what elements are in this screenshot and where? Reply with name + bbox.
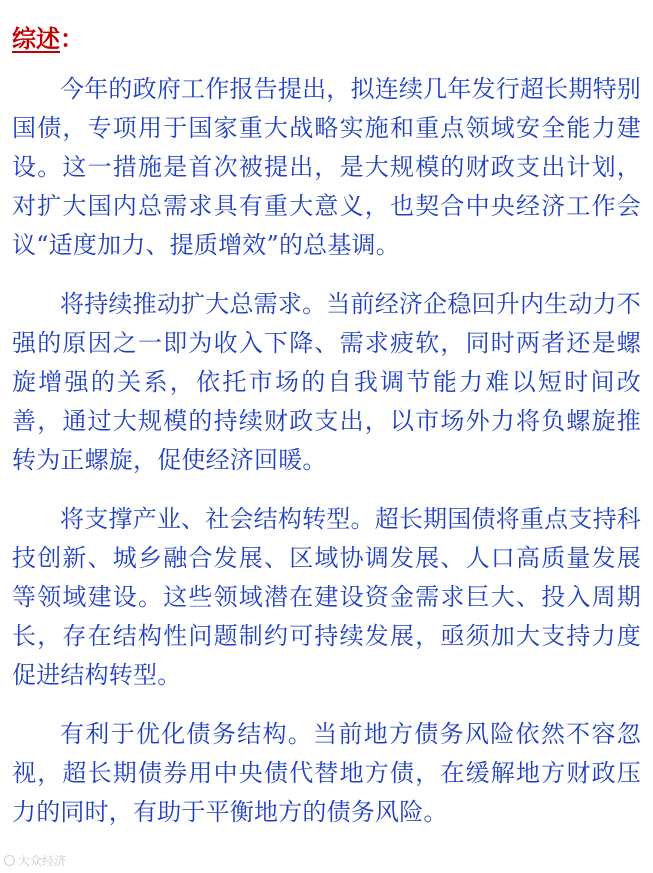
section-heading — [12, 22, 641, 56]
heading-colon: ： — [60, 24, 84, 53]
paragraph-1: 今年的政府工作报告提出，拟连续几年发行超长期特别国债，专项用于国家重大战略实施和重点领域安全能力建设。这一措施是首次被提出，是大规模的财政支出计划，对扩大国内总需求具有重大意义，也契合中央经济工作会议“适度加力、提质增效”的总基调。 — [12, 75, 641, 259]
paragraph-2: 将持续推动扩大总需求。当前经济企稳回升内生动力不强的原因之一即为收入下降、需求疲软，同时两者还是螺旋增强的关系，依托市场的自我调节能力难以短时间改善，通过大规模的持续财政支出，以市场外力将负螺旋推转为正螺旋，促使经济回暖。 — [12, 290, 641, 474]
watermark-text: 大众经济 — [18, 854, 67, 868]
paragraph-4: 有利于优化债务结构。当前地方债务风险依然不容忽视，超长期债券用中央债代替地方债，在缓解地方财政压力的同时，有助于平衡地方的债务风险。 — [12, 720, 641, 826]
paragraph-3: 将支撑产业、社会结构转型。超长期国债将重点支持科技创新、城乡融合发展、区域协调发展、人口高质量发展等领域建设。这些领域潜在建设资金需求巨大、投入周期长，存在结构性问题制约可持续发展，亟须加大支持力度促进结构转型。 — [12, 505, 641, 689]
heading-label: 综述 — [12, 24, 60, 53]
watermark — [4, 852, 66, 869]
camera-icon — [4, 855, 15, 866]
